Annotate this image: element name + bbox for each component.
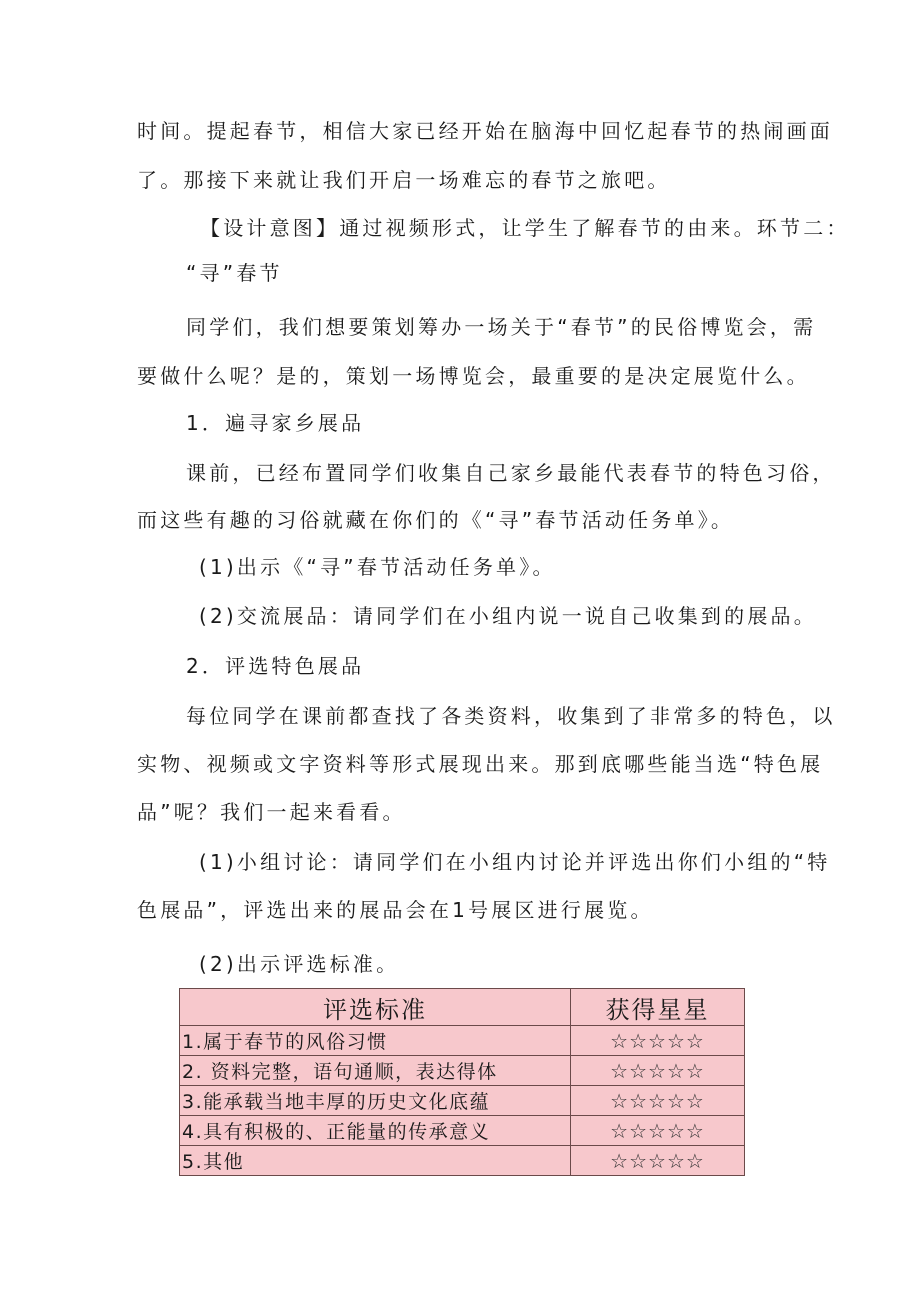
subsection-heading: 2．评选特色展品 xyxy=(186,654,365,678)
subsection-heading: 1．遍寻家乡展品 xyxy=(186,411,365,435)
table-row xyxy=(180,1146,745,1176)
list-item: (1)小组讨论：请同学们在小组内讨论并评选出你们小组的“特 xyxy=(199,850,831,874)
table-row xyxy=(180,1026,745,1056)
paragraph-line: 而这些有趣的习俗就藏在你们的《“寻”春节活动任务单》。 xyxy=(137,508,735,532)
star-rating: ☆☆☆☆☆ xyxy=(571,1116,745,1146)
star-rating: ☆☆☆☆☆ xyxy=(571,1056,745,1086)
criterion-cell: 1.属于春节的风俗习惯 xyxy=(180,1026,571,1056)
table-row xyxy=(180,1086,745,1116)
section-heading: “寻”春节 xyxy=(186,261,283,285)
criterion-cell: 4.具有积极的、正能量的传承意义 xyxy=(180,1116,571,1146)
list-item: (1)出示《“寻”春节活动任务单》。 xyxy=(199,555,556,579)
criterion-cell: 3.能承载当地丰厚的历史文化底蕴 xyxy=(180,1086,571,1116)
paragraph-line: 实物、视频或文字资料等形式展现出来。那到底哪些能当选“特色展 xyxy=(137,752,824,776)
star-rating: ☆☆☆☆☆ xyxy=(571,1146,745,1176)
paragraph-line: 色展品”，评选出来的展品会在1号展区进行展览。 xyxy=(137,898,654,922)
criteria-header: 评选标准 xyxy=(180,989,571,1026)
stars-header: 获得星星 xyxy=(571,989,745,1026)
paragraph-line: 要做什么呢？是的，策划一场博览会，最重要的是决定展览什么。 xyxy=(137,364,810,388)
star-rating: ☆☆☆☆☆ xyxy=(571,1026,745,1056)
design-intent-line: 【设计意图】通过视频形式，让学生了解春节的由来。环节二： xyxy=(200,216,850,240)
list-item: (2)交流展品：请同学们在小组内说一说自己收集到的展品。 xyxy=(199,604,817,628)
paragraph-line: 每位同学在课前都查找了各类资料，收集到了非常多的特色，以 xyxy=(186,704,836,728)
table-header-row xyxy=(180,989,745,1026)
star-rating: ☆☆☆☆☆ xyxy=(571,1086,745,1116)
criteria-table xyxy=(179,988,745,1176)
list-item: (2)出示评选标准。 xyxy=(199,952,400,976)
table-row xyxy=(180,1056,745,1086)
paragraph-line: 同学们，我们想要策划筹办一场关于“春节”的民俗博览会，需 xyxy=(186,315,817,339)
criterion-cell: 2. 资料完整，语句通顺，表达得体 xyxy=(180,1056,571,1086)
criterion-cell: 5.其他 xyxy=(180,1146,571,1176)
paragraph-line: 课前，已经布置同学们收集自己家乡最能代表春节的特色习俗， xyxy=(186,461,836,485)
paragraph-line: 品”呢？我们一起来看看。 xyxy=(137,800,406,824)
paragraph-line: 了。那接下来就让我们开启一场难忘的春节之旅吧。 xyxy=(137,168,671,192)
table-row xyxy=(180,1116,745,1146)
paragraph-line: 时间。提起春节，相信大家已经开始在脑海中回忆起春节的热闹画面 xyxy=(137,119,833,143)
